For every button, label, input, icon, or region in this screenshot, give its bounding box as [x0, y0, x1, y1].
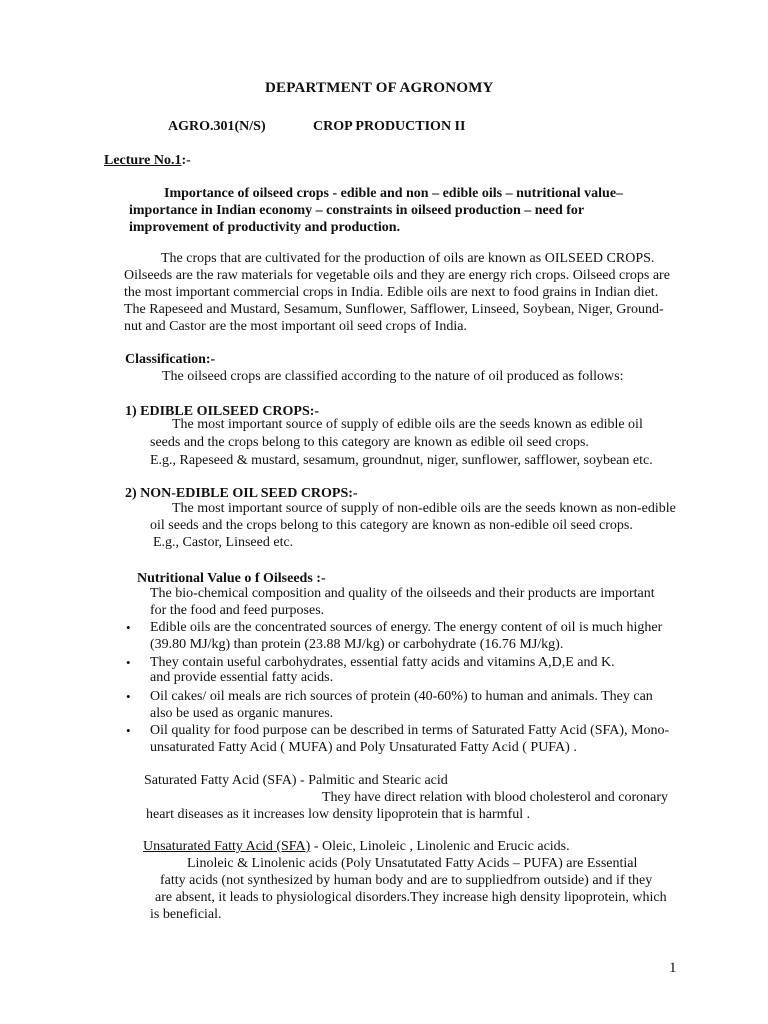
bullet-line: They contain useful carbohydrates, essential fatty acids and vitamins A,D,E and K. [150, 655, 615, 670]
lecture-label: Lecture No.1 [104, 153, 182, 168]
bullet-line: unsaturated Fatty Acid ( MUFA) and Poly Unsaturated Fatty Acid ( PUFA) . [150, 740, 577, 755]
lecture-heading [104, 152, 191, 169]
intro-line: The Rapeseed and Mustard, Sesamum, Sunflower, Safflower, Linseed, Soybean, Niger, Ground- [124, 302, 664, 317]
intro-line: Oilseeds are the raw materials for vegetable oils and they are energy rich crops. Oilseed crops are [124, 268, 670, 283]
bullet-icon: • [126, 689, 131, 704]
edible-heading: 1) EDIBLE OILSEED CROPS:- [125, 404, 320, 419]
bullet-icon: • [126, 723, 131, 738]
ufa-rest: - Oleic, Linoleic , Linolenic and Erucic acids. [310, 839, 570, 854]
ufa-line: are absent, it leads to physiological disorders.They increase high density lipoprotein, which [155, 890, 667, 905]
bullet-line: (39.80 MJ/kg) than protein (23.88 MJ/kg) or carbohydrate (16.76 MJ/kg). [150, 637, 564, 652]
sfa-line: They have direct relation with blood cholesterol and coronary [322, 790, 668, 805]
ufa-line: is beneficial. [150, 907, 222, 922]
non-edible-line: oil seeds and the crops belong to this category are known as non-edible oil seed crops. [150, 518, 633, 533]
course-code: AGRO.301(N/S) [168, 119, 266, 134]
topic-line: importance in Indian economy – constraints in oilseed production – need for [129, 203, 585, 218]
ufa-line: Linoleic & Linolenic acids (Poly Unsatutated Fatty Acids – PUFA) are Essential [187, 856, 638, 871]
edible-line: E.g., Rapeseed & mustard, sesamum, groundnut, niger, sunflower, safflower, soybean etc. [150, 453, 653, 468]
ufa-line: fatty acids (not synthesized by human body and are to suppliedfrom outside) and if they [160, 873, 653, 888]
nutritional-intro-line: for the food and feed purposes. [150, 603, 325, 618]
non-edible-line: E.g., Castor, Linseed etc. [153, 535, 294, 550]
topic-line: Importance of oilseed crops - edible and non – edible oils – nutritional value– [164, 186, 624, 201]
lecture-suffix: :- [181, 153, 191, 168]
course-name: CROP PRODUCTION II [313, 119, 466, 134]
bullet-line: Oil quality for food purpose can be described in terms of Saturated Fatty Acid (SFA), Mono- [150, 723, 670, 738]
intro-line: the most important commercial crops in India. Edible oils are next to food grains in Indian diet. [124, 285, 659, 300]
intro-line: nut and Castor are the most important oil seed crops of India. [124, 319, 467, 334]
nutritional-heading: Nutritional Value o f Oilseeds :- [137, 571, 326, 586]
bullet-line: Oil cakes/ oil meals are rich sources of protein (40-60%) to human and animals. They can [150, 689, 653, 704]
classification-heading: Classification:- [125, 352, 216, 367]
nutritional-intro-line: The bio-chemical composition and quality of the oilseeds and their products are important [150, 586, 655, 601]
bullet-icon: • [126, 655, 131, 670]
bullet-line: Edible oils are the concentrated sources of energy. The energy content of oil is much higher [150, 620, 663, 635]
intro-line: The crops that are cultivated for the production of oils are known as OILSEED CROPS. [161, 251, 655, 266]
sfa-line: Saturated Fatty Acid (SFA) - Palmitic and Stearic acid [144, 773, 448, 788]
ufa-heading [143, 838, 570, 855]
ufa-label: Unsaturated Fatty Acid (SFA) [143, 839, 311, 854]
sfa-line: heart diseases as it increases low density lipoprotein that is harmful . [146, 807, 531, 822]
edible-line: The most important source of supply of edible oils are the seeds known as edible oil [172, 417, 643, 432]
bullet-line: also be used as organic manures. [150, 706, 334, 721]
bullet-line: and provide essential fatty acids. [150, 670, 334, 685]
edible-line: seeds and the crops belong to this category are known as edible oil seed crops. [150, 435, 589, 450]
non-edible-heading: 2) NON-EDIBLE OIL SEED CROPS:- [125, 486, 358, 501]
topic-line: improvement of productivity and production. [129, 220, 401, 235]
department-title: DEPARTMENT OF AGRONOMY [265, 80, 494, 96]
bullet-icon: • [126, 620, 131, 635]
page-number: 1 [669, 960, 677, 976]
classification-text: The oilseed crops are classified according to the nature of oil produced as follows: [162, 369, 624, 384]
non-edible-line: The most important source of supply of non-edible oils are the seeds known as non-edible [172, 501, 676, 516]
